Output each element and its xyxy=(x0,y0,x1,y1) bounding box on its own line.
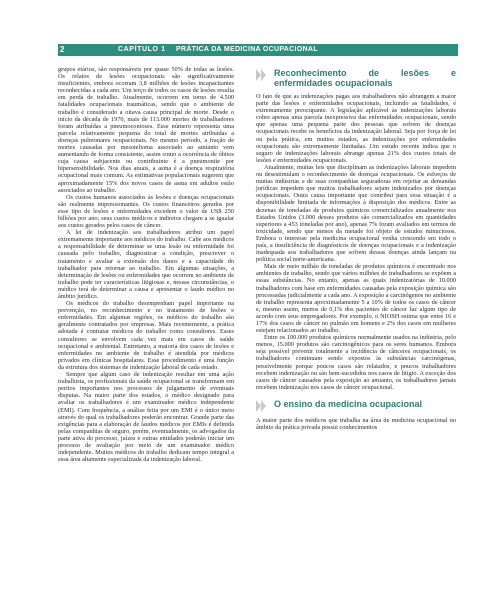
paragraph: Os médicos do trabalho desempenham papel importante na prevenção, no reconhecimento e no tratamento de lesões e enfermidades. Em algumas regiões, os médicos do trabalho são geralmente contratados por empresas. Mais recentemente, a prática adotada é contratar médicos do trabalho como consultores. Esses consultores se envolvem cada vez mais em casos de saúde ocupacional e ambiental. Entretanto, a maioria dos casos de lesões e enfermidades no ambiente de trabalho é atendida por médicos privados em clínicas hospitalares. Esse procedimento é uma função da estrutura dos sistemas de indenização laboral de cada estado. xyxy=(58,300,234,371)
paragraph: Entre os 100.000 produtos químicos normalmente usados na indústria, pelo menos, 15.000 produtos são carcinogênicos para os seres humanos. Embora seja possível prevenir totalmente a incidência de cânceres ocupacionais, os trabalhadores continuam sendo expostos às substâncias carcinógenas, possivelmente porque poucos casos são relatados, e poucos trabalhadores recebem indenização ou são bem-sucedidos nos casos de litígio. A exceção dos casos de câncer causados pela exposição ao amianto, os trabalhadores jamais recebem indenização nos casos de câncer ocupacional. xyxy=(256,334,456,391)
paragraph: Sempre que algum caso de indenização resultar em uma ação trabalhista, os profissionais da saúde ocupacional se transformam em peritos importantes nos processos de julgamento de eventuais disputas. Na maior parte dos estados, o médico designado para avaliar os trabalhadores é um examinador médico independente (EMI). Com frequência, a análise feita por um EMI é o único meio através do qual os trabalhadores poderão encontrar. Grande parte das exigências para a elaboração de laudos médicos por EMIs é definida pelas companhias de seguro, porém, eventualmente, os advogados da parte ativa do processo, juízes e outras entidades poderão iniciar um processo de avaliação por meio de um examinador médico independente. Muitos médicos do trabalho dedicam tempo integral a essa área altamente especializada da indenização laboral. xyxy=(58,371,234,464)
paragraph: O fato de que as indenizações pagas aos trabalhadores não abrangem a maior parte das lesões e enfermidades ocupacionais, incluindo as fatalidades, é extremamente preocupante. A legislação aplicável às indenizações laborais cobre apenas uma parcela inexpressiva das enfermidades ocupacionais, sendo que apenas uma pequena parte dos pessoas que sofrem de doenças ocupacionais recebe os benefícios da indenização laboral. Seja por força de lei ou pela prática, em muitos estados, as indenizações por enfermidades ocupacionais são extremamente limitadas. Um estudo recente indica que o seguro de indenizações laborais abrange apenas 21% dos custos totais de lesões e enfermidades ocupacionais. xyxy=(256,93,456,164)
section-title: Reconhecimento de lesões e enfermidades ocupacionais xyxy=(274,68,456,88)
section-heading xyxy=(256,399,456,412)
section-chevron-icon xyxy=(256,69,268,81)
book-title: PRÁTICA DA MEDICINA OCUPACIONAL xyxy=(176,46,318,53)
page-number: 2 xyxy=(60,45,65,54)
paragraph: A lei de indenização aos trabalhadores atribui um papel extremamente importante aos médicos do trabalho. Cabe aos médicos a responsabilidade de determinar se uma lesão ou enfermidade foi causada pelo trabalho, diagnosticar a condição, prescrever o tratamento e avaliar a extensão dos danos e a capacidade do trabalhador para retornar ao trabalho. Em algumas situações, a determinação de lesões ou enfermidades que ocorrem no ambiente de trabalho pode ter características litigiosas e, nessas circunstâncias, o médico terá de determinar a causa e apresentar o laudo médico no âmbito jurídico. xyxy=(58,229,234,300)
paragraph: grupos etários, são responsáveis por quase 50% de todas as lesões. Os relatos de lesões ocupacionais são significativamente insuficientes, embora ocorram 3,8 milhões de lesões incapacitantes reconhecidas a cada ano. Um terço de todos os casos de lesões resulta em perda de trabalho. Atualmente, ocorrem em torno de 4.500 fatalidades ocupacionais traumáticas, sendo que o ambiente de trabalho é considerado a oitava causa principal de morte. Desde o início da década de 1970, mais de 113.000 mortes de trabalhadores foram atribuídas a pneumoconioses. Esse número representa uma parcela relativamente pequena do total de mortes atribuídas a doenças pulmonares ocupacionais. No mesmo período, a fração de mortes causadas por mesotelioma associado ao amianto vem aumentando de forma consistente, assim como a ocorrência de óbitos cuja causa subjacente ou contribuinte é a pneumonite por hipersensibilidade. Nos dias atuais, a asma é a doença respiratória ocupacional mais comum. As estimativas populacionais sugerem que aproximadamente 15% dos novos casos de asma em adultos estão associados ao trabalho. xyxy=(58,66,234,194)
page-header xyxy=(0,0,489,58)
paragraph: Atualmente, muitas leis que disciplinam as indenizações laborais impedem ou desestimulam o reconhecimento de doenças ocupacionais. Os esforços de muitas indústrias e de suas companhias seguradoras em rejeitar as demandas jurídicas impedem que muitos trabalhadores sejam indenizados por doenças ocupacionais. Outra causa importante que contribui para essa situação é a disponibilidade limitada de informações à disposição dos médicos. Entre as dezenas de toneladas de produtos químicos comercializados anualmente nos Estados Unidos (3.000 desses produtos são comercializados em quantidades superiores a 453 toneladas por ano), apenas 7% foram avaliados em termos de toxicidade, sendo que menos da metade foi objeto de estudos minuciosos. Embora o interesse pela medicina ocupacional venha crescendo em todo o país, a insuficiência de diagnósticos de doenças ocupacionais e a indenização inadequada aos trabalhadores que sofrem dessas doenças ainda lançam na política social norte-americana. xyxy=(256,163,456,264)
chapter-label: CAPÍTULO 1 xyxy=(118,46,166,53)
paragraph: A maior parte dos médicos que trabalha na área de medicina ocupacional no âmbito da prática privada possui conhecimentos xyxy=(256,416,456,432)
paragraph: Mais de meio milhão de toneladas de produtos químicos é encontrado nos ambientes de trabalho, sendo que vários milhões de trabalhadores se expõem a essas substâncias. No entanto, apenas as quais indenizatórias de 10.000 trabalhadores com base em enfermidades causadas pela exposição química são processadas judicialmente a cada ano. A exposição a carcinógenos no ambiente de trabalho representa aproximadamente 5 a 10% de todos os casos de câncer e, mesmo assim, menos de 0,1% dos pacientes de câncer faz algum tipo de acordo com seus empregadores. Por exemplo, o NIOSH estima que entre 16 e 17% dos casos de câncer no pulmão em homens e 2% dos casos em mulheres estejam relacionados ao trabalho. xyxy=(256,263,456,335)
paragraph: Os custos humanos associados às lesões e doenças ocupacionais são realmente impressionantes. Os custos financeiros gerados por esse tipo de lesões e enfermidades excedem o valor de US$ 250 bilhões por ano; seus custos médicos e indiretos chegam a se igualar aos custos gerados pelos casos de câncer. xyxy=(58,193,234,230)
section-title: O ensino da medicina ocupacional xyxy=(274,398,423,409)
section-chevron-icon xyxy=(256,400,268,412)
left-column xyxy=(58,66,234,463)
section-heading xyxy=(256,68,456,88)
right-column xyxy=(256,66,456,431)
